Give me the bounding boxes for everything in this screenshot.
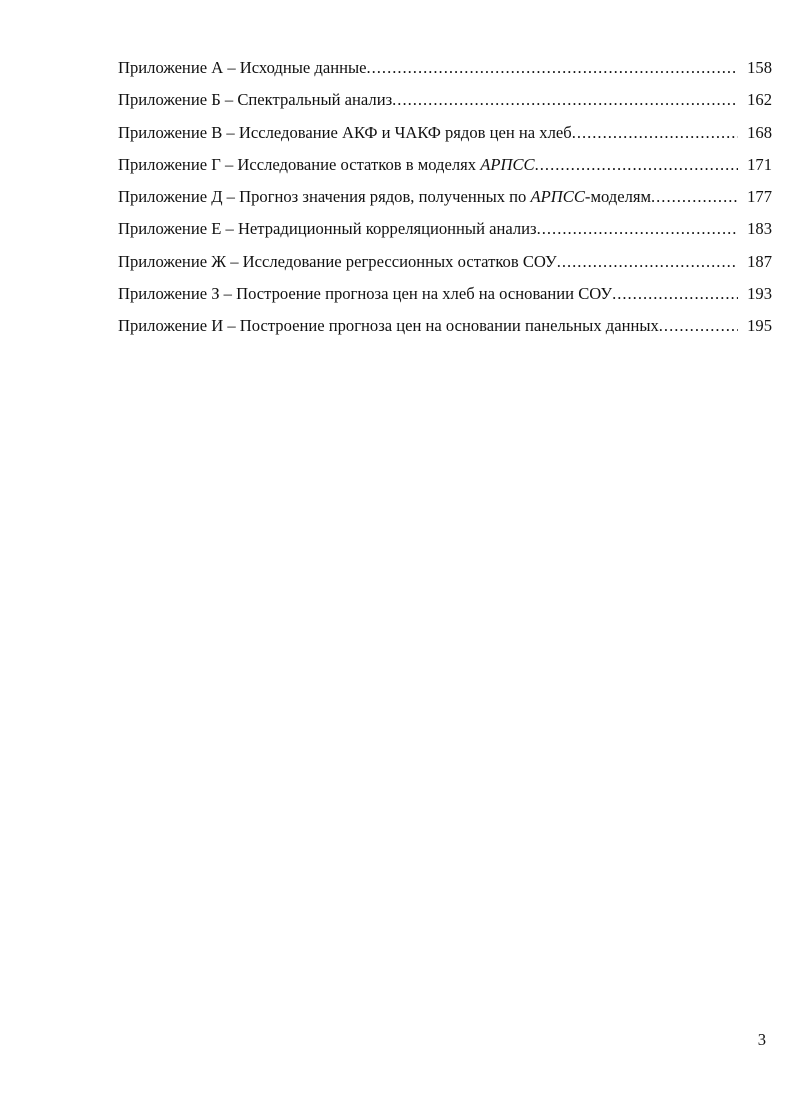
toc-entry-a xyxy=(118,52,772,84)
toc-entry-title: Приложение Г – Исследование остатков в моделях АРПСС xyxy=(118,154,535,174)
toc-entry-page: 183 xyxy=(747,219,772,239)
toc-entry-b xyxy=(118,84,772,116)
toc-entry-title: Приложение Е – Нетрадиционный корреляционный анализ xyxy=(118,219,537,239)
toc-entry-title: Приложение И – Построение прогноза цен на основании панельных данных xyxy=(118,316,659,336)
toc-entry-page: 168 xyxy=(747,122,772,142)
toc-leader-dots xyxy=(572,117,738,149)
toc-entry-title: Приложение В – Исследование АКФ и ЧАКФ рядов цен на хлеб xyxy=(118,122,572,142)
toc-entry-title: Приложение З – Построение прогноза цен на хлеб на основании СОУ xyxy=(118,284,613,304)
toc-leader-dots xyxy=(535,149,738,181)
toc-entry-title: Приложение Д – Прогноз значения рядов, полученных по АРПСС-моделям xyxy=(118,187,651,207)
toc-leader-dots xyxy=(651,181,738,213)
toc-leader-dots xyxy=(659,310,738,342)
toc-leader-dots xyxy=(392,84,738,116)
toc-entry-title: Приложение Ж – Исследование регрессионных остатков СОУ xyxy=(118,251,557,271)
toc-leader-dots xyxy=(557,246,738,278)
toc-entry-page: 195 xyxy=(747,316,772,336)
toc-entry-page: 158 xyxy=(747,58,772,77)
toc-entry-title: Приложение А – Исходные данные xyxy=(118,58,367,77)
toc-entry-page: 193 xyxy=(747,284,772,304)
toc-entry-e xyxy=(118,213,772,245)
toc-entry-page: 162 xyxy=(747,90,772,110)
table-of-contents xyxy=(118,52,772,343)
toc-entry-d xyxy=(118,181,772,213)
toc-entry-g xyxy=(118,149,772,181)
toc-entry-page: 171 xyxy=(747,154,772,174)
page-number: 3 xyxy=(757,1030,766,1049)
toc-entry-title: Приложение Б – Спектральный анализ xyxy=(118,90,393,110)
toc-leader-dots xyxy=(366,52,738,84)
toc-entry-z xyxy=(118,278,772,310)
toc-entry-zh xyxy=(118,246,772,278)
toc-entry-v xyxy=(118,117,772,149)
toc-leader-dots xyxy=(612,278,738,310)
toc-entry-page: 177 xyxy=(747,187,772,207)
toc-entry-page: 187 xyxy=(747,251,772,271)
toc-entry-i xyxy=(118,310,772,342)
toc-leader-dots xyxy=(537,213,738,245)
